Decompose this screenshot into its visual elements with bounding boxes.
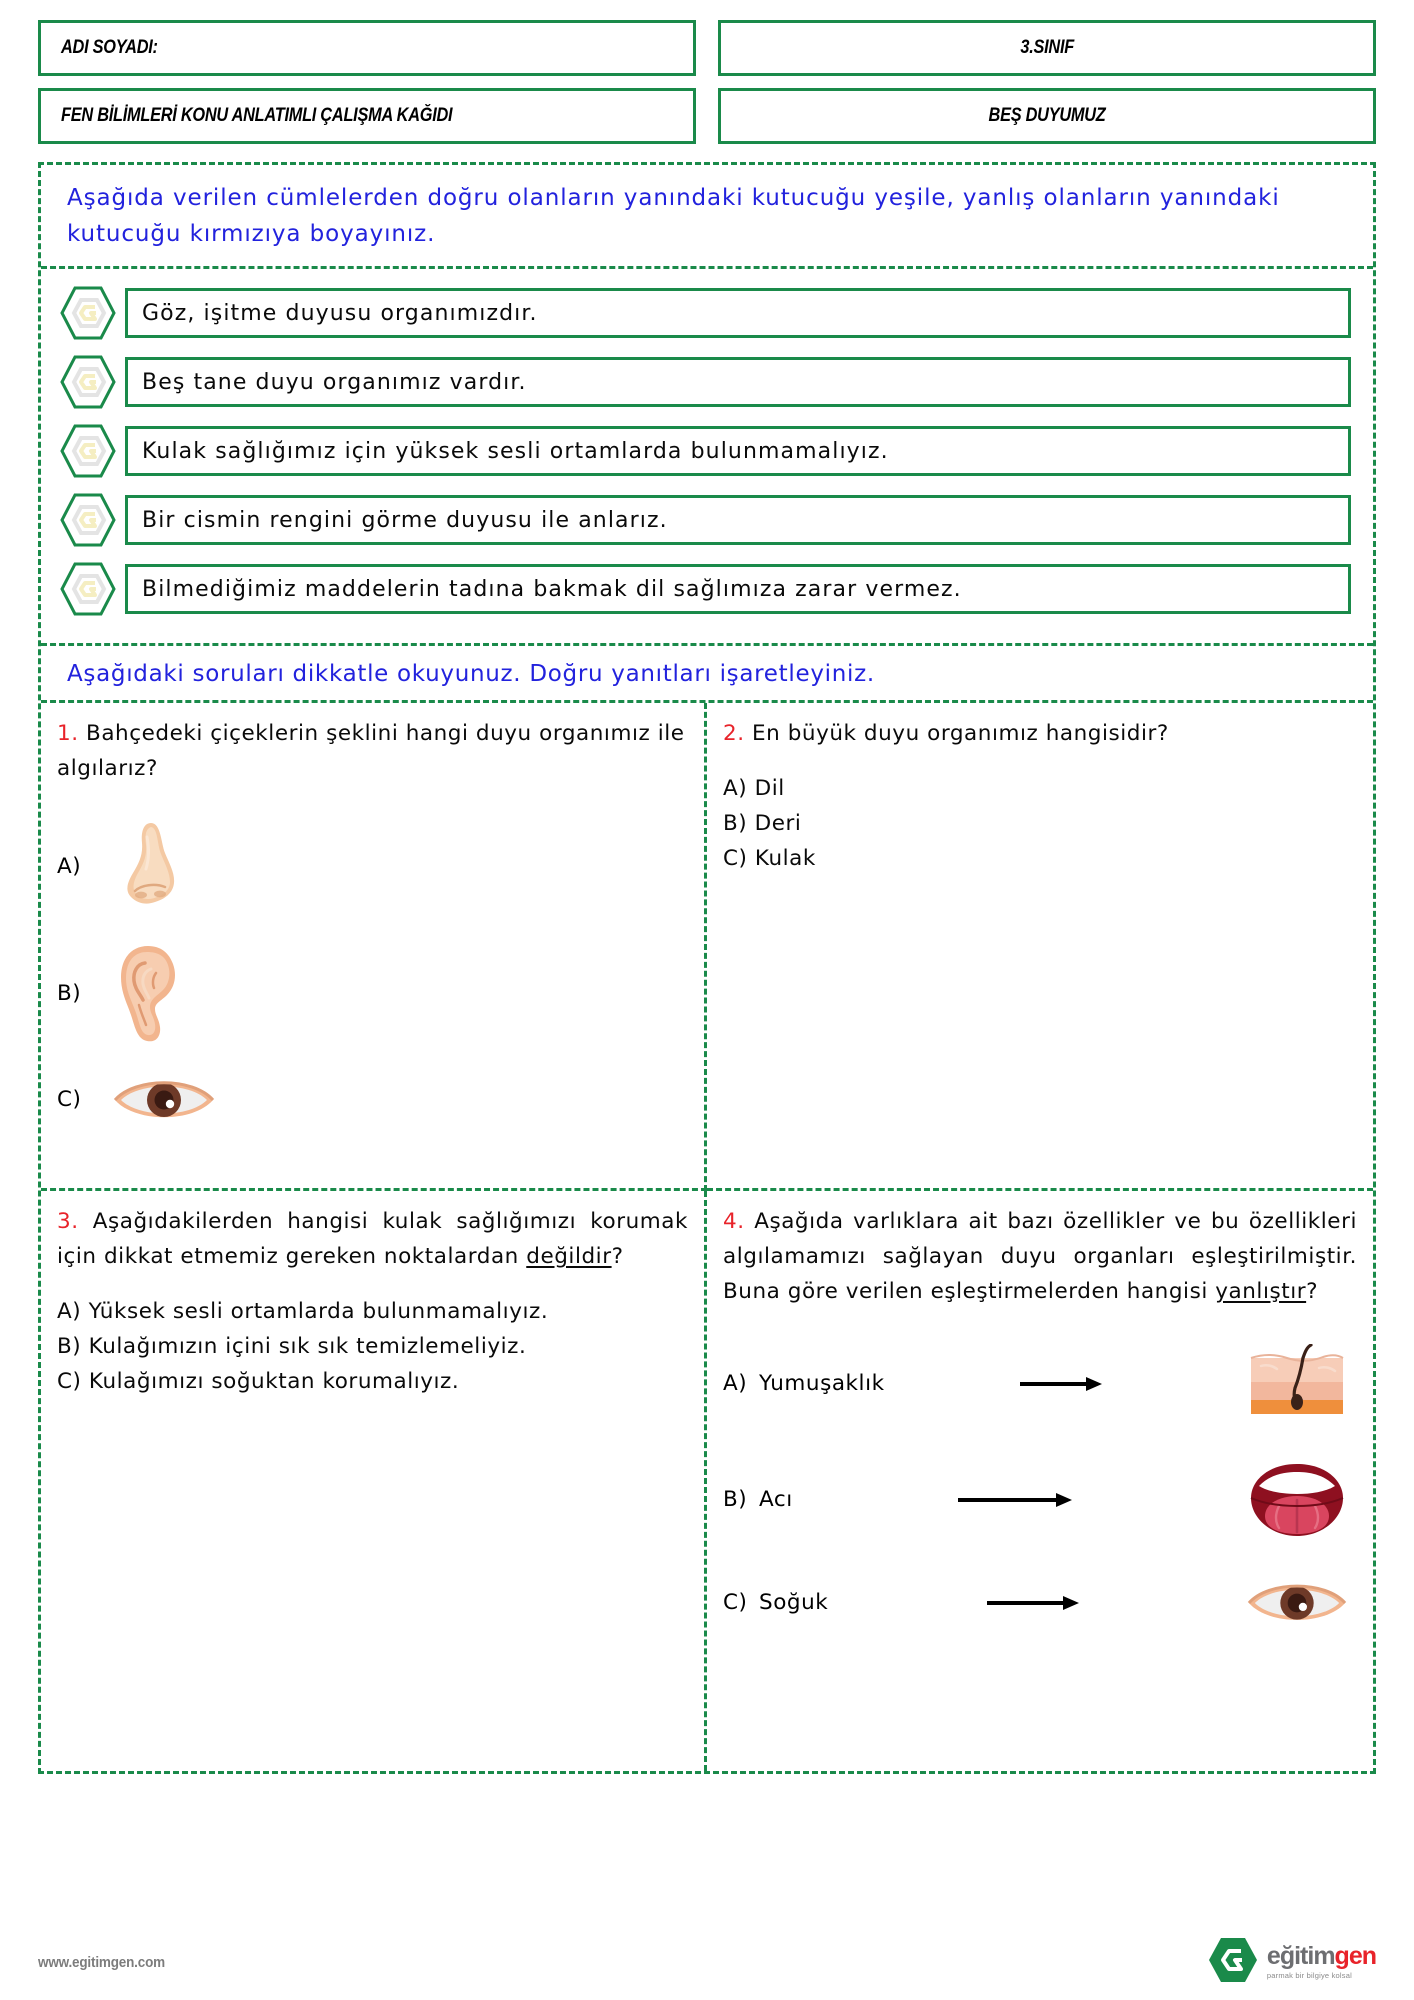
question-3-cell: [41, 1191, 707, 1771]
question-1-cell: [41, 703, 707, 1191]
option-text: Deri: [754, 810, 802, 836]
statement-row: [59, 285, 1351, 341]
option-text: Kulağımızın içini sık sık temizlemeliyiz.: [88, 1333, 527, 1359]
question-2-text: [723, 717, 1357, 752]
question-4-body: Aşağıda varlıklara ait bazı özellikler ve bu özellikleri algılamamızı sağlayan duyu organları eşleştirilmiştir. Buna göre verilen eşleştirmelerden hangisi: [723, 1209, 1357, 1304]
worksheet-footer: [38, 1936, 1376, 1988]
tongue-illustration: [1237, 1460, 1357, 1540]
footer-url[interactable]: www.egitimgen.com: [38, 1953, 165, 1971]
question-2-body: En büyük duyu organımız hangisidir?: [752, 721, 1169, 747]
question-4-body-end: ?: [1306, 1278, 1319, 1304]
questions-grid: [41, 703, 1373, 1771]
brand-logo: [1207, 1936, 1376, 1988]
option-label: C): [57, 1087, 82, 1113]
question-1-body: Bahçedeki çiçeklerin şeklini hangi duyu organımız ile algılarız?: [57, 721, 685, 782]
option-label: C): [57, 1368, 82, 1394]
question-3-emphasis: değildir: [526, 1244, 612, 1270]
question-4-option-c[interactable]: [723, 1576, 1357, 1630]
section2-instruction: Aşağıdaki soruları dikkatle okuyunuz. Doğru yanıtları işaretleyiniz.: [67, 661, 875, 688]
question-2-options: [723, 772, 1357, 876]
option-label: C): [723, 845, 748, 871]
statement-text: Beş tane duyu organımız vardır.: [142, 369, 527, 395]
statement-row: [59, 423, 1351, 479]
option-text: Dil: [754, 776, 785, 802]
option-label: B): [57, 981, 82, 1007]
true-false-section: [38, 162, 1376, 1774]
question-3-option-b[interactable]: [57, 1330, 688, 1365]
color-checkbox-hexagon[interactable]: [59, 492, 117, 548]
question-3-body-end: ?: [611, 1244, 624, 1270]
skin-illustration: [1237, 1344, 1357, 1424]
option-label: B): [723, 1487, 748, 1513]
option-label: A): [57, 854, 82, 880]
question-1-text: [57, 717, 688, 787]
question-4-option-b[interactable]: [723, 1460, 1357, 1540]
question-3-body: Aşağıdakilerden hangisi kulak sağlığımızı korumak için dikkat etmemiz gereken noktalardan: [57, 1209, 688, 1270]
color-checkbox-hexagon[interactable]: [59, 285, 117, 341]
statement-text: Kulak sağlığımız için yüksek sesli ortamlarda bulunmamalıyız.: [142, 438, 889, 464]
question-4-number: 4.: [723, 1209, 745, 1235]
topic-box: [718, 88, 1376, 144]
option-text: Yumuşaklık: [759, 1371, 885, 1397]
right-arrow-icon: [828, 1594, 1237, 1612]
statement-row: [59, 561, 1351, 617]
question-1-number: 1.: [57, 721, 79, 747]
name-field-box[interactable]: [38, 20, 696, 76]
question-4-text: [723, 1205, 1357, 1309]
question-3-option-a[interactable]: [57, 1295, 688, 1330]
question-1-option-a[interactable]: [57, 819, 688, 915]
grade-box: [718, 20, 1376, 76]
eye-illustration: [1237, 1576, 1357, 1630]
statement-text-box: [125, 564, 1351, 614]
brand-name: [1267, 1944, 1376, 1969]
question-2-option-a[interactable]: [723, 772, 1357, 807]
option-label: B): [57, 1333, 82, 1359]
question-3-text: [57, 1205, 688, 1275]
question-1-option-c[interactable]: [57, 1073, 688, 1127]
sheet-title-box: [38, 88, 696, 144]
brand-name-first: eğitim: [1266, 1942, 1335, 1971]
eye-illustration: [111, 1073, 217, 1127]
brand-tagline: parmak bir bilgiye kolsal: [1266, 1971, 1352, 1981]
question-4-cell: [707, 1191, 1373, 1771]
question-2-number: 2.: [723, 721, 745, 747]
question-2-cell: [707, 703, 1373, 1191]
question-3-number: 3.: [57, 1209, 79, 1235]
option-text: Soğuk: [759, 1590, 829, 1616]
statement-row: [59, 354, 1351, 410]
statement-text-box: [125, 426, 1351, 476]
option-label: B): [723, 810, 748, 836]
statement-row: [59, 492, 1351, 548]
right-arrow-icon: [793, 1491, 1237, 1509]
option-text: Kulak: [754, 845, 816, 871]
statement-text: Bilmediğimiz maddelerin tadına bakmak dil sağlımıza zarar vermez.: [142, 576, 962, 602]
statement-text-box: [125, 357, 1351, 407]
right-arrow-icon: [885, 1375, 1237, 1393]
option-label: A): [723, 1371, 748, 1397]
sheet-title-label: FEN BİLİMLERİ KONU ANLATIMLI ÇALIŞMA KAĞIDI: [61, 105, 453, 126]
question-2-option-c[interactable]: [723, 842, 1357, 877]
question-3-options: [57, 1295, 688, 1399]
question-1-option-b[interactable]: [57, 943, 688, 1045]
brand-name-second: gen: [1334, 1942, 1376, 1971]
option-text: Acı: [759, 1487, 793, 1513]
brand-text: [1267, 1944, 1376, 1980]
egitimgen-hexagon-icon: [1207, 1936, 1259, 1988]
worksheet-header: [38, 20, 1376, 144]
question-4-option-a[interactable]: [723, 1344, 1357, 1424]
statement-text-box: [125, 495, 1351, 545]
color-checkbox-hexagon[interactable]: [59, 561, 117, 617]
option-text: Kulağımızı soğuktan korumalıyız.: [88, 1368, 460, 1394]
statement-text: Bir cismin rengini görme duyusu ile anlarız.: [142, 507, 668, 533]
option-text: Yüksek sesli ortamlarda bulunmamalıyız.: [88, 1298, 549, 1324]
question-4-emphasis: yanlıştır: [1215, 1278, 1307, 1304]
statement-text: Göz, işitme duyusu organımızdır.: [142, 300, 538, 326]
option-label: C): [723, 1590, 748, 1616]
question-3-option-c[interactable]: [57, 1365, 688, 1400]
color-checkbox-hexagon[interactable]: [59, 423, 117, 479]
topic-label: BEŞ DUYUMUZ: [988, 105, 1106, 126]
grade-label: 3.SINIF: [1020, 37, 1074, 58]
question-2-option-b[interactable]: [723, 807, 1357, 842]
name-label: ADI SOYADI:: [61, 37, 158, 58]
ear-illustration: [111, 943, 185, 1045]
option-label: A): [57, 1298, 82, 1324]
statement-text-box: [125, 288, 1351, 338]
color-checkbox-hexagon[interactable]: [59, 354, 117, 410]
option-label: A): [723, 776, 748, 802]
nose-illustration: [111, 819, 189, 915]
statement-list: [41, 269, 1373, 643]
section1-instruction: Aşağıda verilen cümlelerden doğru olanların yanındaki kutucuğu yeşile, yanlış olanların yanındaki kutucuğu kırmızıya boyayınız.: [67, 185, 1280, 247]
